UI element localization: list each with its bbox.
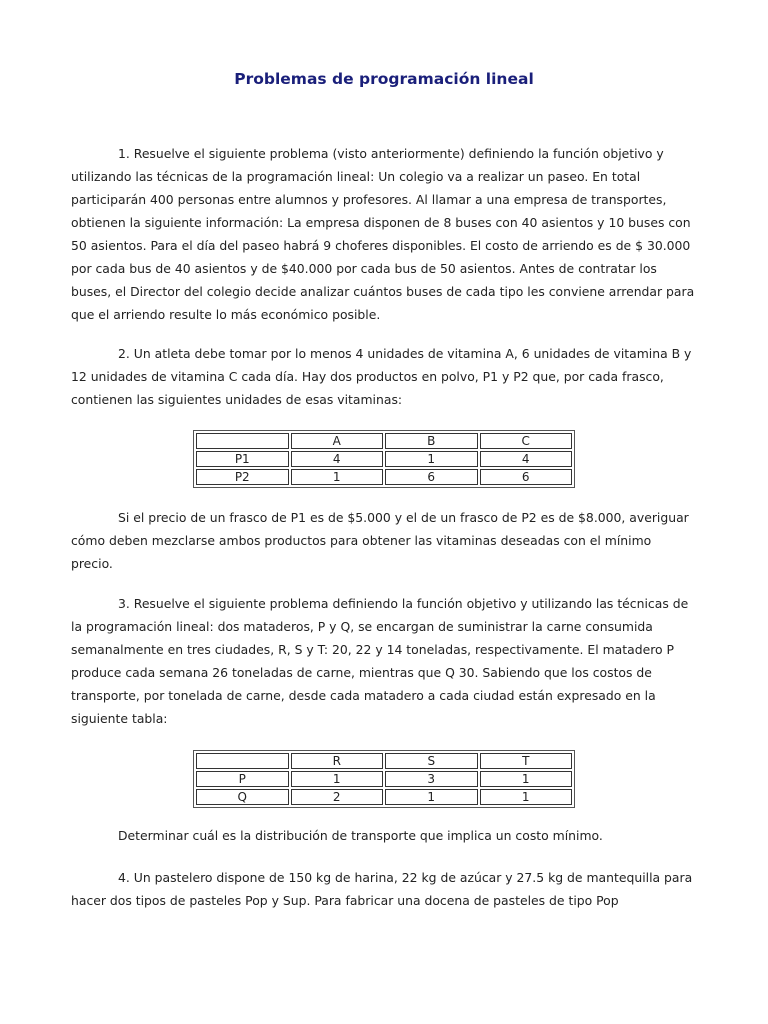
problem-3-paragraph — [71, 592, 697, 730]
problem-1-text: 1. Resuelve el siguiente problema (visto anteriormente) definiendo la función objetivo y utilizando las técnicas de la programación lineal: Un colegio va a realizar un paseo. En total participarán 400 personas entre alumnos y profesores. Al llamar a una empresa de transportes, obtienen la siguiente información: La empresa disponen de 8 buses con 40 asientos y 10 buses con 50 asientos. Para el día del paseo habrá 9 choferes disponibles. El costo de arriendo es de $ 30.000 por cada bus de 40 asientos y de $40.000 por cada bus de 50 asientos. Antes de contratar los buses, el Director del colegio decide analizar cuántos buses de cada tipo les conviene arrendar para que el arriendo resulte lo más económico posible. — [71, 146, 695, 322]
problem-4-paragraph — [71, 866, 697, 912]
table-header-cell — [196, 753, 289, 769]
table-cell: 6 — [385, 469, 478, 485]
table-cell: 1 — [385, 789, 478, 805]
table-header-cell: A — [291, 433, 384, 449]
table-header-row — [196, 433, 572, 449]
table-header-cell: C — [480, 433, 573, 449]
table-cell: 6 — [480, 469, 573, 485]
table-cell: 4 — [480, 451, 573, 467]
problem-3-text: 3. Resuelve el siguiente problema definiendo la función objetivo y utilizando las técnicas de la programación lineal: dos mataderos, P y Q, se encargan de suministrar la carne consumida semanalmente en tres ciudades, R, S y T: 20, 22 y 14 toneladas, respectivamente. El matadero P produce cada semana 26 toneladas de carne, mientras que Q 30. Sabiendo que los costos de transporte, por tonelada de carne, desde cada matadero a cada ciudad están expresado en la siguiente tabla: — [71, 596, 689, 726]
problem-2-question — [71, 506, 697, 575]
table-cell: P1 — [196, 451, 289, 467]
problem-3-after-text: Determinar cuál es la distribución de transporte que implica un costo mínimo. — [118, 828, 603, 843]
table-header-cell: R — [291, 753, 384, 769]
table-cell: 1 — [480, 771, 573, 787]
table-cell: P — [196, 771, 289, 787]
transport-cost-table — [193, 750, 575, 808]
table-header-row — [196, 753, 572, 769]
problem-2-paragraph — [71, 342, 697, 411]
table-cell: 1 — [385, 451, 478, 467]
problem-4-text: 4. Un pastelero dispone de 150 kg de harina, 22 kg de azúcar y 27.5 kg de mantequilla para hacer dos tipos de pasteles Pop y Sup. Para fabricar una docena de pasteles de tipo Pop — [71, 870, 693, 908]
table-cell: 4 — [291, 451, 384, 467]
table-header-cell: S — [385, 753, 478, 769]
table-cell: P2 — [196, 469, 289, 485]
table-header-cell: B — [385, 433, 478, 449]
table-row — [196, 451, 572, 467]
problem-2-text: 2. Un atleta debe tomar por lo menos 4 unidades de vitamina A, 6 unidades de vitamina B y 12 unidades de vitamina C cada día. Hay dos productos en polvo, P1 y P2 que, por cada frasco, contienen las siguientes unidades de esas vitaminas: — [71, 346, 692, 407]
problem-1-paragraph — [71, 142, 697, 326]
table-cell: Q — [196, 789, 289, 805]
page-title: Problemas de programación lineal — [234, 70, 534, 88]
table-row — [196, 469, 572, 485]
problem-2-after-text: Si el precio de un frasco de P1 es de $5.000 y el de un frasco de P2 es de $8.000, averiguar cómo deben mezclarse ambos productos para obtener las vitaminas deseadas con el mínimo precio. — [71, 510, 689, 571]
table-cell: 1 — [291, 469, 384, 485]
table-row — [196, 789, 572, 805]
table-cell: 1 — [480, 789, 573, 805]
vitamin-table — [193, 430, 575, 488]
table-row — [196, 771, 572, 787]
table-header-cell: T — [480, 753, 573, 769]
table-header-cell — [196, 433, 289, 449]
table-cell: 3 — [385, 771, 478, 787]
table-cell: 2 — [291, 789, 384, 805]
problem-3-question — [71, 824, 697, 847]
table-cell: 1 — [291, 771, 384, 787]
